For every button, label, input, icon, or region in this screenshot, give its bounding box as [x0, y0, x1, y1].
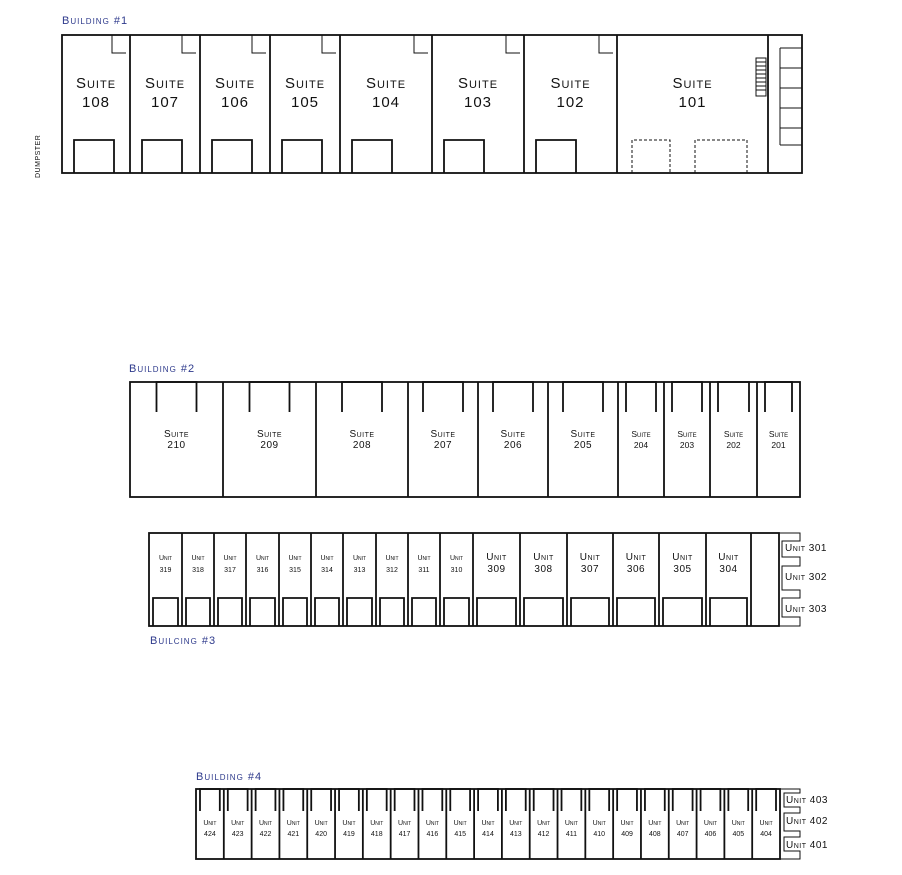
overhead-door — [645, 789, 665, 811]
overhead-door — [571, 598, 609, 626]
overhead-door — [218, 598, 242, 626]
unit-303-label: Unit 303 — [785, 604, 827, 615]
unit-304-label-number: 304 — [719, 564, 738, 575]
unit-422-label-number: 422 — [259, 831, 272, 838]
overhead-door — [157, 382, 197, 412]
overhead-door — [250, 598, 275, 626]
building-2-outline — [130, 382, 800, 497]
overhead-door — [186, 598, 210, 626]
suite-203-label-line1: Suite — [677, 429, 697, 439]
unit-409-label-number: 409 — [621, 831, 633, 838]
unit-313-label-number: 313 — [353, 567, 366, 574]
overhead-door — [765, 382, 792, 412]
overhead-door — [562, 789, 582, 811]
unit-318-label-number: 318 — [192, 567, 204, 574]
overhead-door — [282, 140, 322, 173]
man-door — [252, 35, 266, 53]
suite-105-label-number: 105 — [290, 94, 320, 111]
overhead-door — [311, 789, 331, 811]
suite-104-label-number: 104 — [371, 94, 401, 111]
unit-410-label-line1: Unit — [592, 820, 606, 827]
unit-406-label-line1: Unit — [703, 820, 718, 827]
suite-202-label-line1: Suite — [723, 429, 744, 439]
overhead-door — [663, 598, 702, 626]
unit-413-label-number: 413 — [509, 831, 522, 838]
unit-421-label-line1: Unit — [286, 820, 300, 827]
overhead-door — [524, 598, 563, 626]
unit-424-label-number: 424 — [204, 831, 216, 838]
overhead-door — [589, 789, 609, 811]
dumpster-label: DUMPSTER — [35, 134, 42, 178]
suite-210-label-line1: Suite — [163, 429, 190, 440]
unit-301-label: Unit 301 — [785, 543, 827, 554]
unit-404-label-number: 404 — [760, 831, 772, 838]
building-3-title: Builcing #3 — [150, 635, 217, 647]
building-1 — [35, 15, 802, 178]
overhead-door — [478, 789, 498, 811]
suite-106-label-line1: Suite — [214, 75, 256, 92]
unit-418-label-number: 418 — [370, 831, 383, 838]
suite-203-label-number: 203 — [679, 440, 695, 450]
unit-309-label-line1: Unit — [486, 552, 507, 563]
unit-405-label-line1: Unit — [731, 820, 745, 827]
overhead-door — [563, 382, 603, 412]
building-4-title: Building #4 — [196, 771, 263, 783]
overhead-door — [380, 598, 404, 626]
suite-205-label-number: 205 — [573, 440, 593, 451]
suite-209-label-number: 209 — [260, 440, 279, 451]
man-door — [506, 35, 520, 53]
overhead-door — [352, 140, 392, 173]
overhead-door — [536, 140, 576, 173]
suite-107-label-number: 107 — [150, 94, 180, 111]
unit-308-label-number: 308 — [534, 564, 553, 575]
unit-408-label-line1: Unit — [648, 820, 662, 827]
unit-412-label-number: 412 — [537, 831, 550, 838]
overhead-door — [632, 140, 670, 173]
overhead-door — [212, 140, 252, 173]
suite-101-label-line1: Suite — [672, 75, 713, 92]
unit-406-label-number: 406 — [704, 831, 717, 838]
suite-208-label-number: 208 — [352, 440, 372, 451]
unit-312-label-number: 312 — [386, 567, 398, 574]
unit-315-label-line1: Unit — [288, 555, 302, 562]
unit-423-label-line1: Unit — [231, 820, 245, 827]
overhead-door — [617, 789, 637, 811]
overhead-door — [701, 789, 721, 811]
unit-421-label-number: 421 — [287, 831, 300, 838]
overhead-door — [756, 789, 776, 811]
overhead-door — [673, 789, 693, 811]
suite-104-label-line1: Suite — [365, 75, 407, 92]
overhead-door — [74, 140, 114, 173]
overhead-door — [506, 789, 526, 811]
suite-205-label-line1: Suite — [570, 429, 596, 440]
suite-210-label-number: 210 — [167, 440, 186, 451]
unit-414-label-number: 414 — [482, 831, 494, 838]
overhead-door — [444, 598, 469, 626]
unit-407-label-number: 407 — [676, 831, 689, 838]
unit-308-label-line1: Unit — [533, 552, 554, 563]
building-1-title: Building #1 — [62, 15, 129, 27]
unit-418-label-line1: Unit — [370, 820, 384, 827]
suite-106-label-number: 106 — [220, 94, 250, 111]
suite-207-label-number: 207 — [433, 440, 453, 451]
overhead-door — [672, 382, 702, 412]
overhead-door — [695, 140, 747, 173]
overhead-door — [718, 382, 749, 412]
man-door — [182, 35, 196, 53]
unit-314-label-number: 314 — [321, 567, 333, 574]
overhead-door — [342, 382, 382, 412]
overhead-door — [395, 789, 415, 811]
suite-204-label-number: 204 — [633, 440, 649, 450]
overhead-door — [728, 789, 748, 811]
unit-314-label-line1: Unit — [320, 555, 334, 562]
overhead-door — [710, 598, 747, 626]
unit-416-label-line1: Unit — [425, 820, 439, 827]
unit-310-label-number: 310 — [450, 567, 463, 574]
unit-310-label-line1: Unit — [449, 555, 464, 562]
unit-307-label-number: 307 — [580, 564, 600, 575]
unit-313-label-line1: Unit — [352, 555, 367, 562]
unit-312-label-line1: Unit — [385, 555, 399, 562]
man-door — [112, 35, 126, 53]
building-2 — [129, 363, 800, 497]
unit-424-label-line1: Unit — [203, 820, 217, 827]
suite-102-label-line1: Suite — [550, 75, 591, 92]
unit-417-label-line1: Unit — [398, 820, 412, 827]
overhead-door — [283, 789, 303, 811]
overhead-door — [228, 789, 248, 811]
unit-413-label-line1: Unit — [509, 820, 523, 827]
unit-417-label-number: 417 — [398, 831, 411, 838]
unit-311-label-number: 311 — [418, 567, 430, 574]
overhead-door — [534, 789, 554, 811]
suite-103-label-number: 103 — [463, 94, 493, 111]
overhead-door — [250, 382, 290, 412]
unit-420-label-line1: Unit — [314, 820, 328, 827]
overhead-door — [477, 598, 516, 626]
overhead-door — [256, 789, 276, 811]
unit-407-label-line1: Unit — [676, 820, 690, 827]
unit-416-label-number: 416 — [426, 831, 439, 838]
suite-206-label-line1: Suite — [500, 429, 526, 440]
overhead-door — [444, 140, 484, 173]
unit-402-label: Unit 402 — [786, 816, 828, 827]
unit-409-label-line1: Unit — [620, 820, 634, 827]
unit-318-label-line1: Unit — [191, 555, 205, 562]
unit-315-label-number: 315 — [289, 567, 301, 574]
unit-311-label-line1: Unit — [417, 555, 431, 562]
overhead-door — [422, 789, 442, 811]
overhead-door — [367, 789, 387, 811]
suite-108-label-line1: Suite — [75, 75, 117, 92]
overhead-door — [450, 789, 470, 811]
suite-206-label-number: 206 — [503, 440, 523, 451]
unit-404-label-line1: Unit — [759, 820, 773, 827]
man-door — [322, 35, 336, 53]
overhead-door — [423, 382, 463, 412]
unit-319-label-number: 319 — [159, 567, 172, 574]
unit-317-label-line1: Unit — [223, 555, 237, 562]
stair-icon — [756, 58, 766, 96]
unit-414-label-line1: Unit — [481, 820, 495, 827]
unit-419-label-line1: Unit — [342, 820, 356, 827]
unit-319-label-line1: Unit — [158, 555, 173, 562]
unit-419-label-number: 419 — [343, 831, 355, 838]
overhead-door — [617, 598, 655, 626]
unit-316-label-number: 316 — [256, 567, 269, 574]
office-rooms — [768, 35, 802, 173]
suite-107-label-line1: Suite — [144, 75, 186, 92]
unit-415-label-number: 415 — [454, 831, 467, 838]
building-3 — [149, 533, 827, 647]
unit-306-label-line1: Unit — [625, 552, 647, 563]
unit-307-label-line1: Unit — [579, 552, 601, 563]
overhead-door — [283, 598, 307, 626]
suite-209-label-line1: Suite — [256, 429, 283, 440]
unit-410-label-number: 410 — [593, 831, 606, 838]
suite-201-label-number: 201 — [771, 440, 786, 450]
overhead-door — [412, 598, 436, 626]
unit-304-label-line1: Unit — [718, 552, 739, 563]
unit-305-label-number: 305 — [673, 564, 692, 575]
unit-405-label-number: 405 — [732, 831, 745, 838]
unit-316-label-line1: Unit — [255, 555, 270, 562]
unit-302-label: Unit 302 — [785, 572, 827, 583]
suite-101-label-number: 101 — [678, 94, 707, 111]
suite-207-label-line1: Suite — [430, 429, 456, 440]
suite-102-label-number: 102 — [556, 94, 585, 111]
unit-412-label-line1: Unit — [537, 820, 551, 827]
unit-403-label: Unit 403 — [786, 795, 828, 806]
unit-305-label-line1: Unit — [672, 552, 693, 563]
unit-401-label: Unit 401 — [786, 840, 828, 851]
building-4 — [196, 771, 828, 859]
building-2-title: Building #2 — [129, 363, 196, 375]
overhead-door — [347, 598, 372, 626]
building-3-outline — [149, 533, 779, 626]
unit-306-label-number: 306 — [626, 564, 646, 575]
unit-408-label-number: 408 — [649, 831, 661, 838]
overhead-door — [142, 140, 182, 173]
suite-204-label-line1: Suite — [631, 429, 651, 439]
unit-420-label-number: 420 — [315, 831, 327, 838]
overhead-door — [339, 789, 359, 811]
suite-202-label-number: 202 — [726, 440, 741, 450]
unit-411-label-line1: Unit — [564, 820, 578, 827]
overhead-door — [153, 598, 178, 626]
unit-422-label-line1: Unit — [258, 820, 273, 827]
suite-105-label-line1: Suite — [284, 75, 326, 92]
suite-208-label-line1: Suite — [349, 429, 375, 440]
suite-103-label-line1: Suite — [457, 75, 499, 92]
overhead-door — [315, 598, 339, 626]
suite-108-label-number: 108 — [81, 94, 111, 111]
unit-309-label-number: 309 — [487, 564, 506, 575]
unit-415-label-line1: Unit — [453, 820, 467, 827]
overhead-door — [493, 382, 533, 412]
overhead-door — [200, 789, 220, 811]
man-door — [414, 35, 428, 53]
overhead-door — [626, 382, 656, 412]
unit-411-label-number: 411 — [565, 831, 578, 838]
unit-423-label-number: 423 — [231, 831, 244, 838]
suite-201-label-line1: Suite — [768, 429, 789, 439]
unit-317-label-number: 317 — [224, 567, 236, 574]
man-door — [599, 35, 613, 53]
